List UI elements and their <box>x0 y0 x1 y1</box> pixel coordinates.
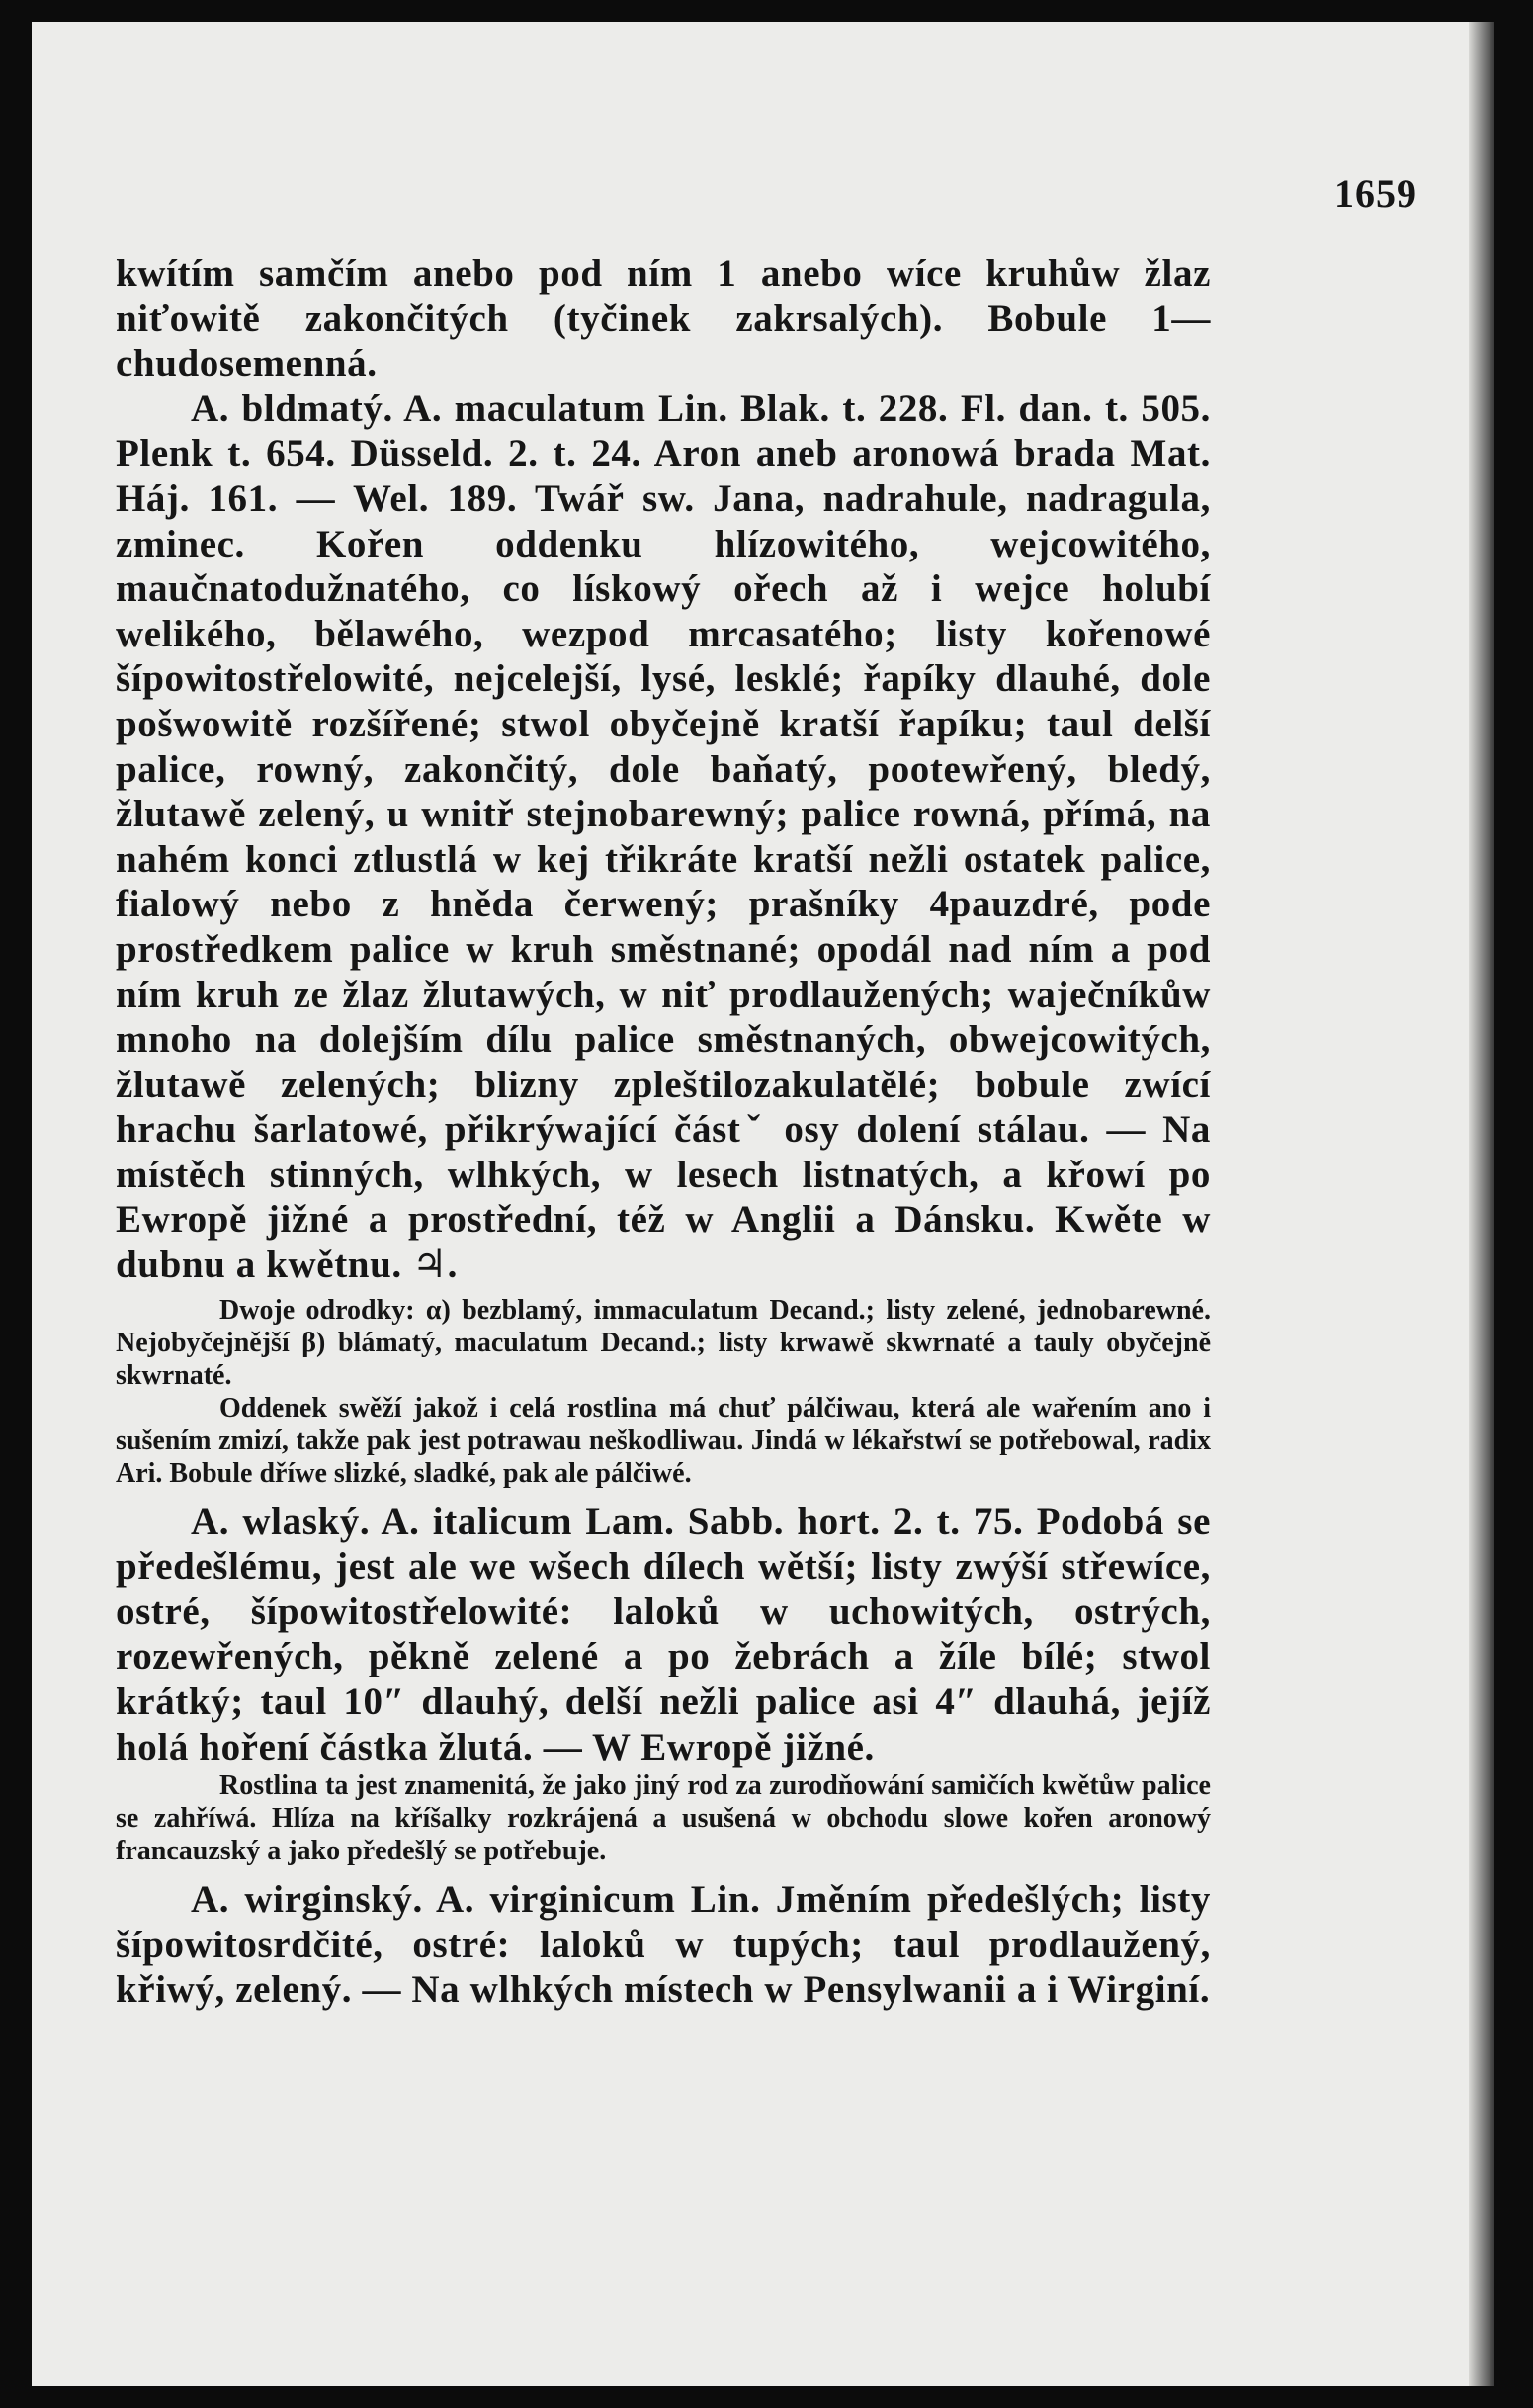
paragraph-arum-virginicum: A. wirginský. A. virginicum Lin. Jměním předešlých; listy šípowitosrdčité, ostré: laloků w tupých; taul prodlaužený, křiwý, zelený. — Na wlhkých místech w Pensylwanii a i Wirginí. <box>116 1878 1211 2012</box>
paragraph-arum-maculatum: A. bldmatý. A. maculatum Lin. Blak. t. 228. Fl. dan. t. 505. Plenk t. 654. Düsseld. 2. t. 24. Aron aneb aronowá brada Mat. Háj. 161. — Wel. 189. Twář sw. Jana, nadrahule, nadragula, zminec. Kořen oddenku hlízowitého, wejcowitého, maučnatodužnatého, co lískowý ořech až i wejce holubí welikého, bělawého, wezpod mrcasatého; listy kořenowé šípowitostřelowité, nejcelejší, lysé, lesklé; řapíky dlauhé, dole pošwowitě rozšířené; stwol obyčejně kratší řapíku; taul delší palice, rowný, zakončitý, dole baňatý, pootewřený, bledý, žlutawě zelený, u wnitř stejnobarewný; palice rowná, přímá, na nahém konci ztlustlá w kej třikráte kratší nežli ostatek palice, fialowý nebo z hněda čerwený; prašníky 4pauzdré, pode prostředkem palice w kruh směstnané; opodál nad ním a pod ním kruh ze žlaz žlutawých, w niť prodlaužených; waječníkůw mnoho na dolejším dílu palice směstnaných, obwejcowitých, žlutawě zelených; blizny zpleštilozakulatělé; bobule zwící hrachu šarlatowé, přikrýwající částˇ osy dolení stálau. — Na místěch stinných, wlhkých, w lesech listnatých, a křowí po Ewropě jižné a prostřední, též w Anglii a Dánsku. Kwěte w dubnu a kwětnu. ♃. <box>116 387 1211 1287</box>
page-gutter-shadow <box>1469 22 1494 2386</box>
note-medicinal-use: Oddenek swěží jakož i celá rostlina má chuť pálčiwau, která ale wařením ano i sušením zmizí, takže pak jest potrawau neškodliwau. Jindá w lékařstwí se potřebowal, radix Ari. Bobule dříwe slizké, sladké, pak ale pálčiwé. <box>116 1392 1211 1489</box>
note-italicum-heat: Rostlina ta jest znamenitá, že jako jiný rod za zurodňowání samičích kwětůw palice se zahříwá. Hlíza na kříšalky rozkrájená a usušená w obchodu slowe kořen aronowý francauzský a jako předešlý se potřebuje. <box>116 1770 1211 1867</box>
book-page <box>32 22 1494 2386</box>
page-number: 1659 <box>1334 171 1417 215</box>
paragraph-continuation: kwítím samčím anebo pod ním 1 anebo wíce kruhůw žlaz niťowitě zakončitých (tyčinek zakrsalých). Bobule 1— chudosemenná. <box>116 252 1211 386</box>
paragraph-arum-italicum: A. wlaský. A. italicum Lam. Sabb. hort. 2. t. 75. Podobá se předešlému, jest ale we wšech dílech wětší; listy zwýší střewíce, ostré, šípowitostřelowité: laloků w uchowitých, ostrých, rozewřených, pěkně zelené a po žebrách a žíle bílé; stwol krátký; taul 10″ dlauhý, delší nežli palice asi 4″ dlauhá, jejíž holá hoření částka žlutá. — W Ewropě jižné. <box>116 1500 1211 1768</box>
text-body <box>116 251 1211 2013</box>
note-varieties: Dwoje odrodky: α) bezblamý, immaculatum Decand.; listy zelené, jednobarewné. Nejobyčejnější β) blámatý, maculatum Decand.; listy krwawě skwrnaté a tauly obyčejně skwrnaté. <box>116 1294 1211 1391</box>
